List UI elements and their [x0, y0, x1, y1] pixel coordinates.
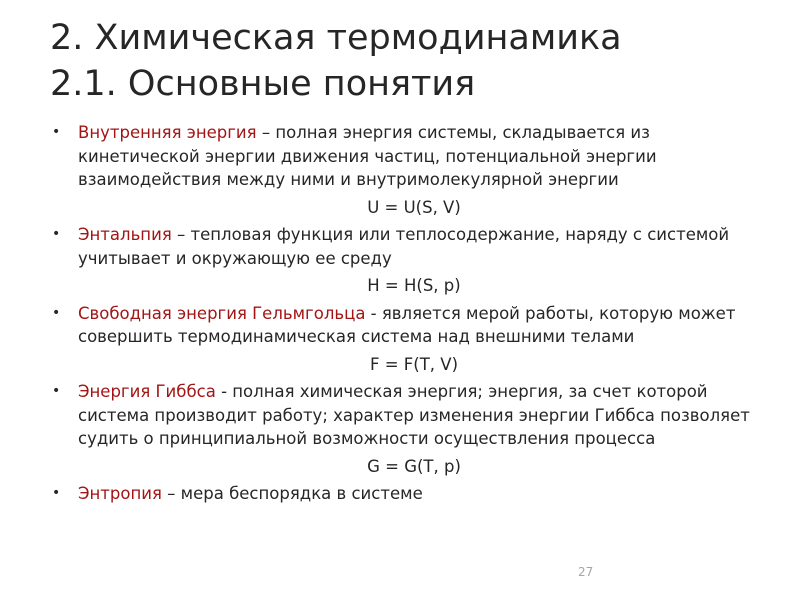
title-line-1: 2. Химическая термодинамика — [50, 18, 622, 58]
list-item-helmholtz — [50, 302, 750, 349]
title-line-2: 2.1. Основные понятия — [50, 64, 476, 104]
definition-helmholtz: - является мерой работы, которую может совершить термодинамическая система над внешними телами — [78, 303, 736, 346]
page-number: 27 — [578, 565, 594, 579]
term-enthalpy: Энтальпия — [78, 225, 172, 244]
term-entropy: Энтропия — [78, 484, 162, 503]
term-internal-energy: Внутренняя энергия — [78, 123, 257, 142]
definition-internal-energy: – полная энергия системы, складывается из кинетической энергии движения частиц, потенциальной энергии взаимодействия между ними и внутримолекулярной энергии — [78, 123, 657, 189]
bullet-icon: • — [52, 304, 61, 321]
slide-title — [50, 15, 770, 107]
formula-internal-energy: U = U(S, V) — [367, 197, 461, 217]
list-item-internal-energy — [50, 121, 750, 192]
definition-entropy: – мера беспорядка в системе — [161, 484, 423, 503]
formula-gibbs: G = G(T, p) — [367, 456, 461, 476]
bullet-icon: • — [52, 485, 61, 501]
term-gibbs: Энергия Гиббса — [78, 382, 216, 401]
list-item-enthalpy — [50, 223, 750, 270]
definition-gibbs: - полная химическая энергия; энергия, за счет которой система производит работу; характер изменения энергии Гиббса позволяет судить о принципиальной возможности осуществления процесса — [78, 382, 750, 448]
formula-enthalpy: H = H(S, p) — [367, 276, 461, 295]
list-item-entropy — [50, 482, 750, 506]
bullet-icon: • — [52, 226, 61, 242]
bullet-icon: • — [52, 124, 61, 140]
bullet-icon: • — [52, 383, 61, 399]
list-item-gibbs — [50, 380, 750, 451]
term-helmholtz: Свободная энергия Гельмгольца — [78, 303, 366, 323]
formula-helmholtz: F = F(T, V) — [369, 354, 459, 374]
slide-content — [50, 121, 750, 510]
definition-enthalpy: – тепловая функция или теплосодержание, наряду с системой учитывает и окружающую ее среду — [78, 225, 730, 268]
